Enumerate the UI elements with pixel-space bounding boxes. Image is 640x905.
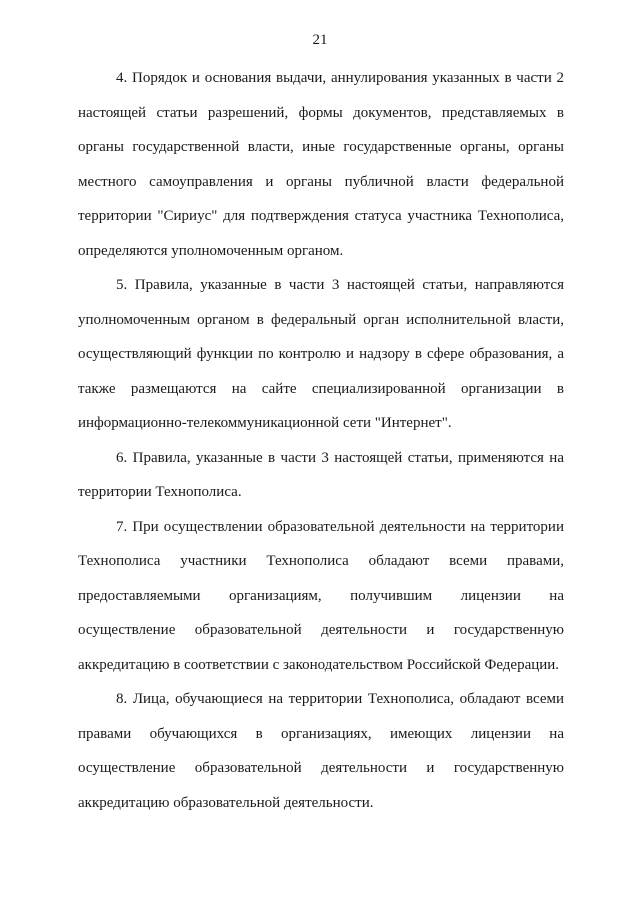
document-body <box>78 61 564 820</box>
paragraph-4: 4. Порядок и основания выдачи, аннулирования указанных в части 2 настоящей статьи разрешений, формы документов, представляемых в органы государственной власти, иные государственные органы, органы местного самоуправления и органы публичной власти федеральной территории "Сириус" для подтверждения статуса участника Технополиса, определяются уполномоченным органом. <box>78 70 564 259</box>
paragraph-6: 6. Правила, указанные в части 3 настоящей статьи, применяются на территории Технополиса. <box>78 449 564 500</box>
page-number: 21 <box>312 32 328 48</box>
paragraph-7: 7. При осуществлении образовательной деятельности на территории Технополиса участники Технополиса обладают всеми правами, предоставляемыми организациям, получившим лицензии на осуществление образовательной деятельности и государственную аккредитацию в соответствии с законодательством Российской Федерации. <box>78 518 564 673</box>
paragraph-5: 5. Правила, указанные в части 3 настоящей статьи, направляются уполномоченным органом в федеральный орган исполнительной власти, осуществляющий функции по контролю и надзору в сфере образования, а также размещаются на сайте специализированной организации в информационно-телекоммуникационной сети "Интернет". <box>78 277 564 431</box>
paragraph-8: 8. Лица, обучающиеся на территории Технополиса, обладают всеми правами обучающихся в организациях, имеющих лицензии на осуществление образовательной деятельности и государственную аккредитацию образовательной деятельности. <box>78 691 564 811</box>
